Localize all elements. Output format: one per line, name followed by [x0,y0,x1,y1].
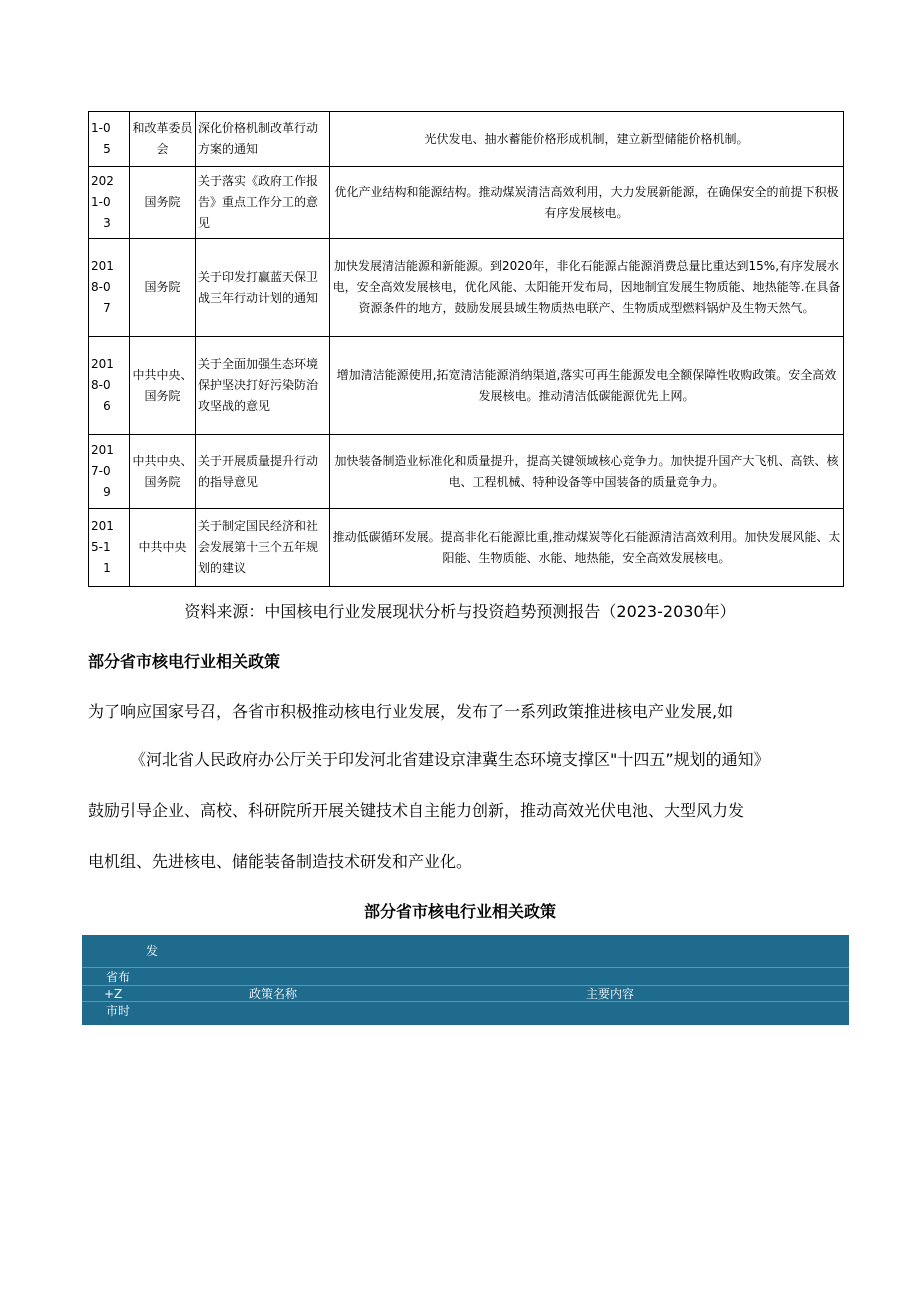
date-part: 7 [103,301,111,315]
section-heading: 部分省市核电行业相关政策 [88,652,281,671]
header-policy-name: 政策名称 [249,987,298,1001]
policy-content-cell: 增加清洁能源使用,拓宽清洁能源消纳渠道,落实可再生能源发电全额保障性收购政策。安全高效发展核电。推动清洁低碳能源优先上网。 [330,337,844,435]
policy-content-cell: 推动低碳循环发展。提高非化石能源比重,推动煤炭等化石能源清洁高效利用。加快发展风能、太阳能、生物质能、水能、地热能，安全高效发展核电。 [330,509,844,587]
date-cell [89,112,130,167]
provincial-policy-table-header [82,935,849,1025]
table-row [89,337,844,435]
date-part: 9 [103,485,111,499]
header-divider [82,985,849,986]
date-part: 201 [91,259,114,273]
issuer-cell: 国务院 [130,167,196,239]
policy-name-cell: 关于全面加强生态环境保护坚决打好污染防治攻坚战的意见 [196,337,330,435]
policy-name-cell: 深化价格机制改革行动方案的通知 [196,112,330,167]
policy-name-cell: 关于制定国民经济和社会发展第十三个五年规划的建议 [196,509,330,587]
policy-name-cell: 关于开展质量提升行动的指导意见 [196,435,330,509]
table-title: 部分省市核电行业相关政策 [363,902,556,921]
header-divider [82,967,849,968]
paragraph-line: 电机组、先进核电、储能装备制造技术研发和产业化。 [88,852,473,871]
policy-table-body [89,112,844,587]
table-row [89,167,844,239]
policy-name-cell: 关于落实《政府工作报告》重点工作分工的意见 [196,167,330,239]
date-part: 5-1 [91,540,111,554]
policy-content-cell: 优化产业结构和能源结构。推动煤炭清洁高效利用，大力发展新能源，在确保安全的前提下积极有序发展核电。 [330,167,844,239]
date-cell [89,337,130,435]
policy-name-cell: 关于印发打赢蓝天保卫战三年行动计划的通知 [196,239,330,337]
header-province-label: 省布 [106,970,131,984]
date-part: 1 [103,561,111,575]
table-row [89,239,844,337]
issuer-cell: 中共中央、国务院 [130,337,196,435]
date-part: 201 [91,443,114,457]
header-main-content: 主要内容 [586,987,635,1001]
date-part: 1-0 [91,195,111,209]
date-part: 201 [91,519,114,533]
issuer-cell: 国务院 [130,239,196,337]
date-cell [89,435,130,509]
policy-content-cell: 光伏发电、抽水蓄能价格形成机制，建立新型储能价格机制。 [330,112,844,167]
date-part: 8-0 [91,280,111,294]
paragraph-line: 为了响应国家号召，各省市积极推动核电行业发展，发布了一系列政策推进核电产业发展,如 [88,702,734,721]
paragraph-line: 鼓励引导企业、高校、科研院所开展关键技术自主能力创新，推动高效光伏电池、大型风力发 [88,801,745,820]
header-province-label: 市时 [106,1004,131,1018]
date-cell [89,239,130,337]
date-part: 1-0 [91,121,111,135]
paragraph-line: 《河北省人民政府办公厅关于印发河北省建设京津冀生态环境支撑区"十四五”规划的通知》 [130,750,770,769]
national-policy-table [88,111,844,587]
table-row [89,435,844,509]
table-row [89,509,844,587]
header-province-label: +Z [104,987,123,1001]
issuer-cell: 中共中央 [130,509,196,587]
date-cell [89,167,130,239]
policy-content-cell: 加快发展清洁能源和新能源。到2020年，非化石能源占能源消费总量比重达到15%,有序发展水电，安全高效发展核电，优化风能、太阳能开发布局，因地制宜发展生物质能、地热能等.在具备资源条件的地方，鼓励发展县域生物质热电联产、生物质成型燃料锅炉及生物天然气。 [330,239,844,337]
date-part: 7-0 [91,464,111,478]
issuer-cell: 和改革委员会 [130,112,196,167]
date-part: 3 [103,216,111,230]
header-date-label: 发 [146,944,159,958]
date-part: 5 [103,142,111,156]
date-part: 202 [91,174,114,188]
date-part: 8-0 [91,378,111,392]
policy-content-cell: 加快装备制造业标准化和质量提升，提高关键领域核心竞争力。加快提升国产大飞机、高铁、核电、工程机械、特种设备等中国装备的质量竞争力。 [330,435,844,509]
table-row [89,112,844,167]
header-divider [82,1001,849,1002]
date-cell [89,509,130,587]
source-note: 资料来源：中国核电行业发展现状分析与投资趋势预测报告（2023-2030年） [184,602,736,621]
issuer-cell: 中共中央、国务院 [130,435,196,509]
date-part: 6 [103,399,111,413]
date-part: 201 [91,357,114,371]
